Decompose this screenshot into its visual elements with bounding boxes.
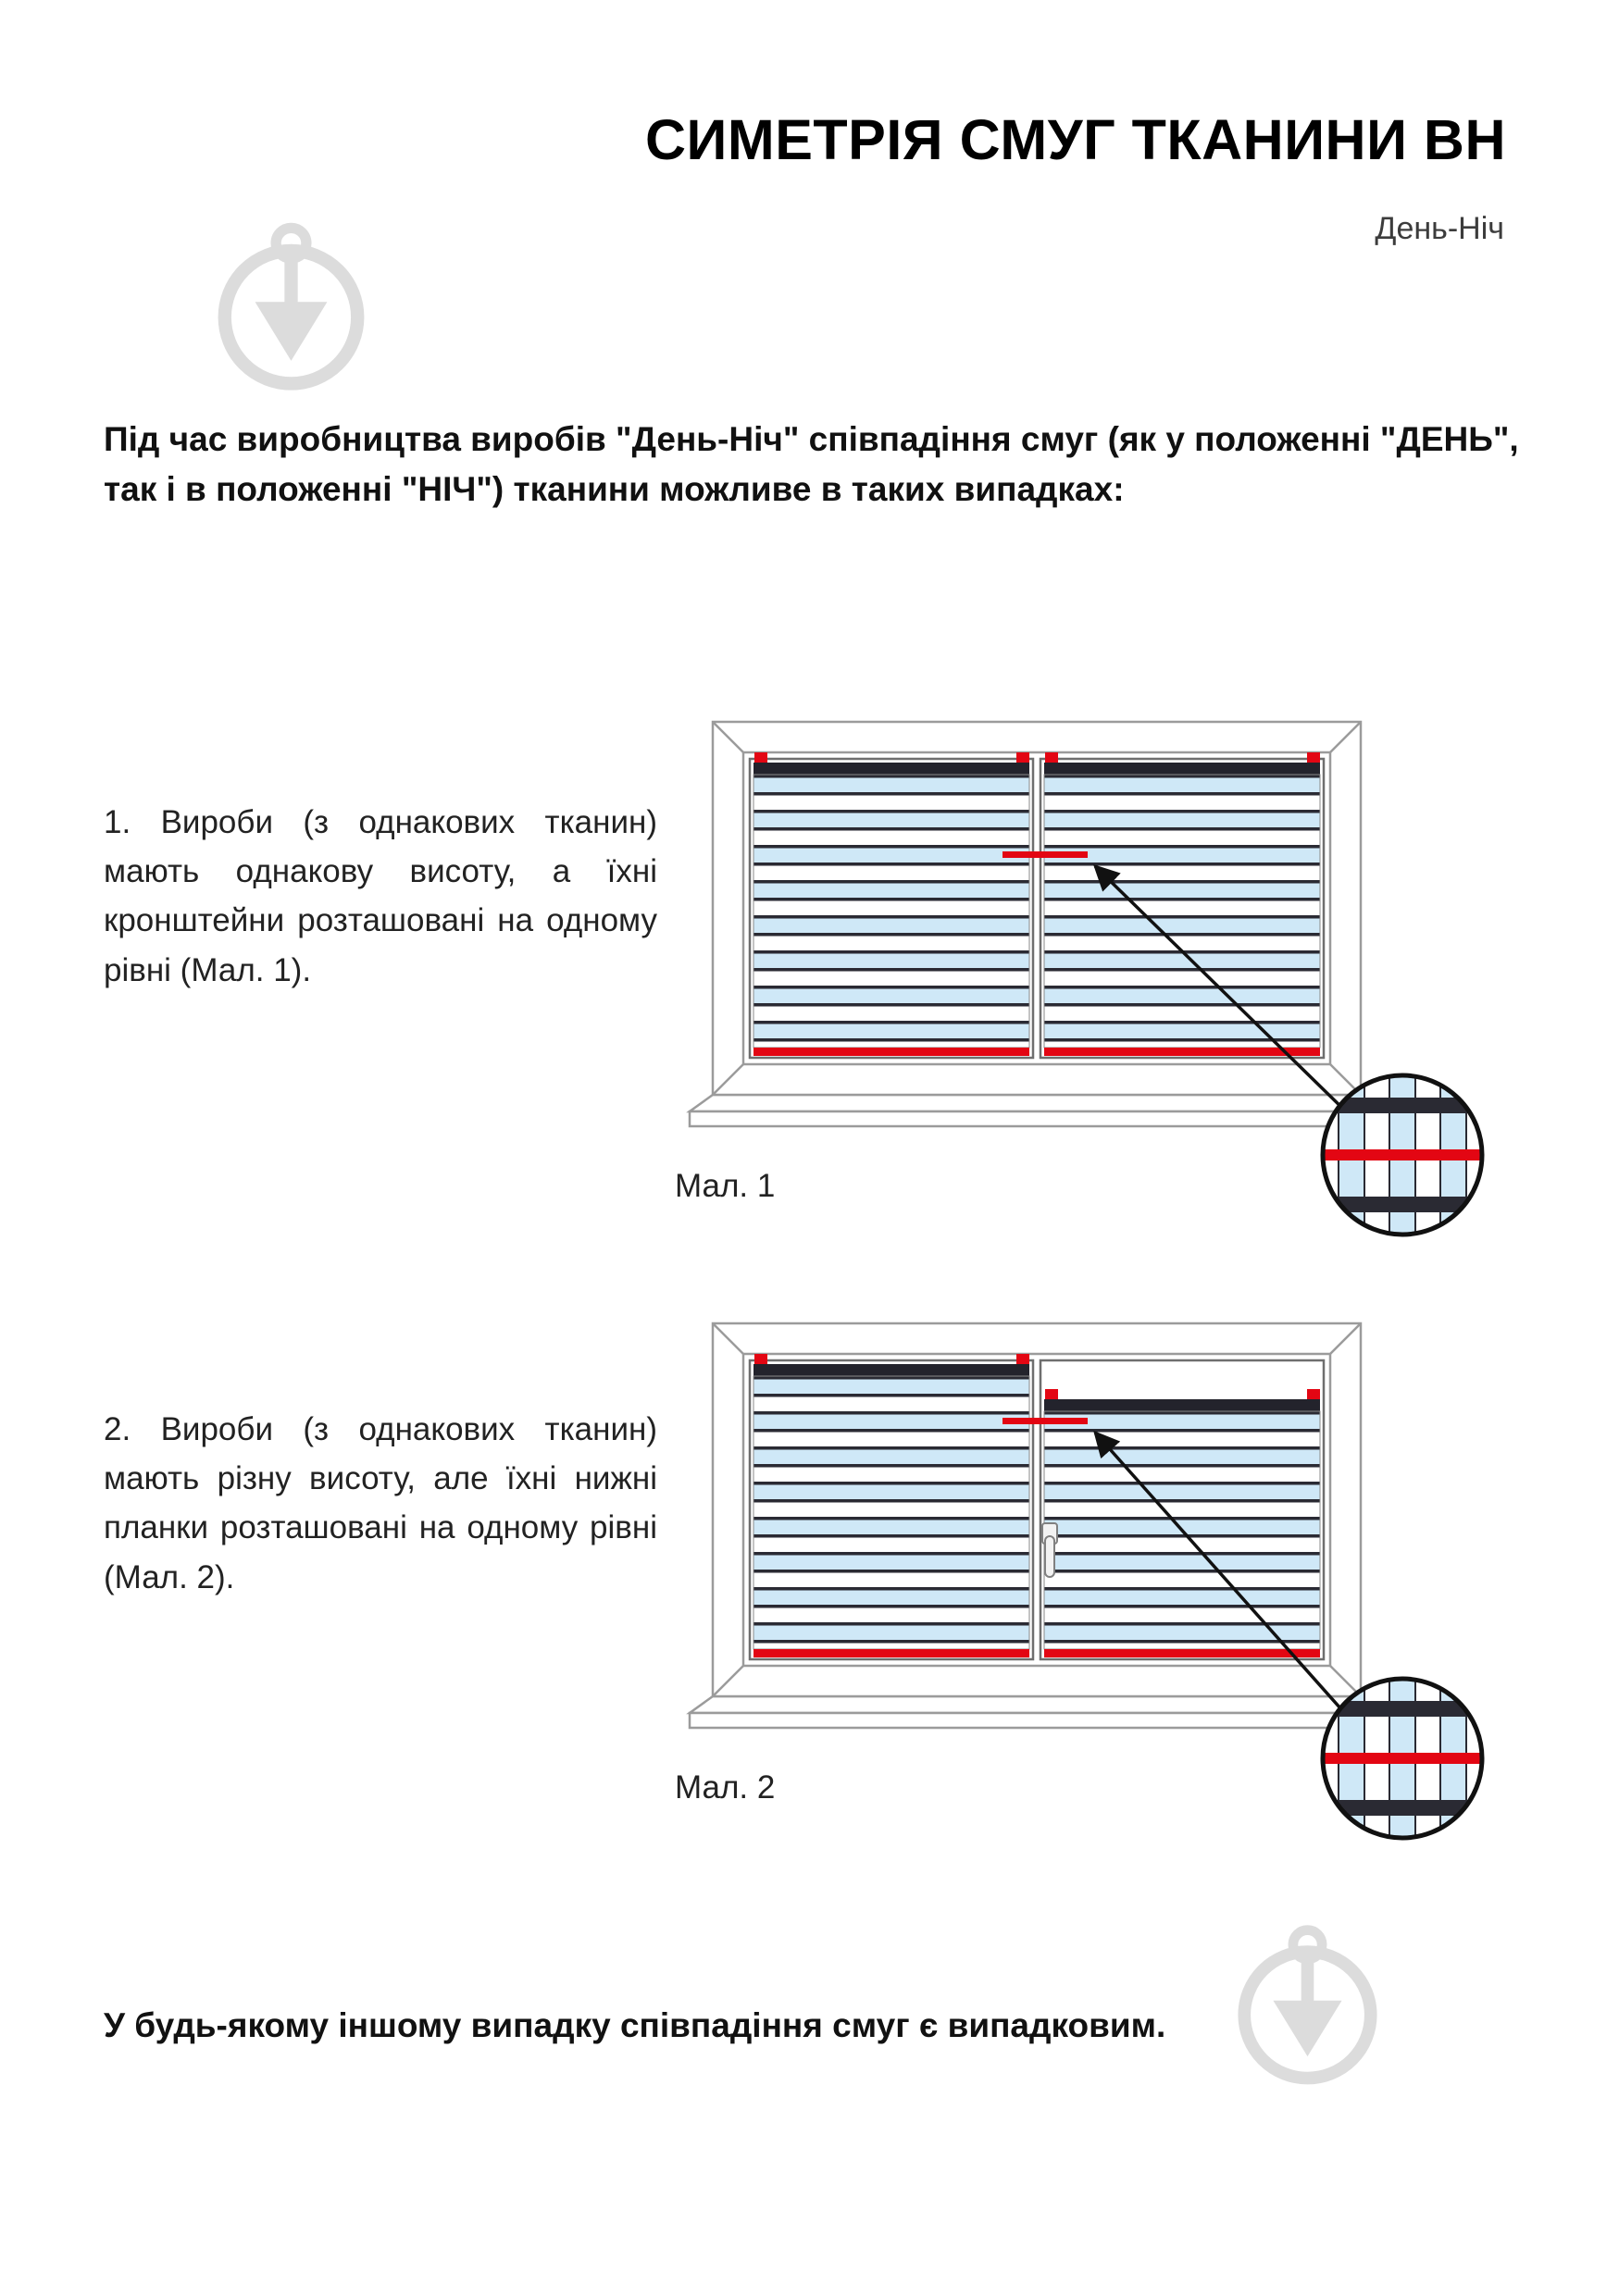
plumb-logo-icon	[1217, 1917, 1398, 2098]
right-blind	[1044, 752, 1320, 1056]
brand-watermark-icon	[1217, 1917, 1398, 2098]
bottom-bar	[753, 1048, 1029, 1056]
window-diagram-different-height	[662, 1312, 1518, 1858]
bottom-bar	[1044, 1048, 1320, 1056]
section-1-text: 1. Вироби (з однакових тканин) мають однакову висоту, а їхні кронштейни розташовані на одному рівні (Мал. 1).	[104, 804, 657, 988]
page-subtitle: День-Ніч	[1375, 211, 1504, 246]
figure-2-caption: Мал. 2	[675, 1769, 776, 1806]
window-handle	[1042, 1523, 1057, 1577]
bottom-bar	[753, 1649, 1029, 1657]
stripe-alignment-marker	[1003, 851, 1088, 858]
bottom-bar	[1044, 1649, 1320, 1657]
figure-1	[662, 711, 1518, 1257]
plumb-logo-icon	[196, 215, 386, 404]
page-title: СИМЕТРІЯ СМУГ ТКАНИНИ ВН	[644, 108, 1506, 171]
right-blind	[1044, 1389, 1320, 1657]
left-blind	[753, 752, 1029, 1056]
left-blind	[753, 1354, 1029, 1657]
window-diagram-equal-height	[662, 711, 1518, 1257]
window-sill	[690, 1095, 1384, 1126]
figure-1-caption: Мал. 1	[675, 1168, 776, 1204]
figure-2	[662, 1312, 1518, 1858]
intro-paragraph: Під час виробництва виробів "День-Ніч" співпадіння смуг (як у положенні "ДЕНЬ", так і в положенні "НІЧ") тканини можливе в таких випадках:	[104, 420, 1519, 508]
brand-watermark-icon	[196, 215, 386, 404]
footer-note: У будь-якому іншому випадку співпадіння смуг є випадковим.	[104, 2006, 1166, 2044]
window-sill	[690, 1696, 1384, 1728]
section-2-text: 2. Вироби (з однакових тканин) мають різну висоту, але їхні нижні планки розташовані на одному рівні (Мал. 2).	[104, 1411, 657, 1595]
stripe-alignment-marker	[1003, 1418, 1088, 1424]
